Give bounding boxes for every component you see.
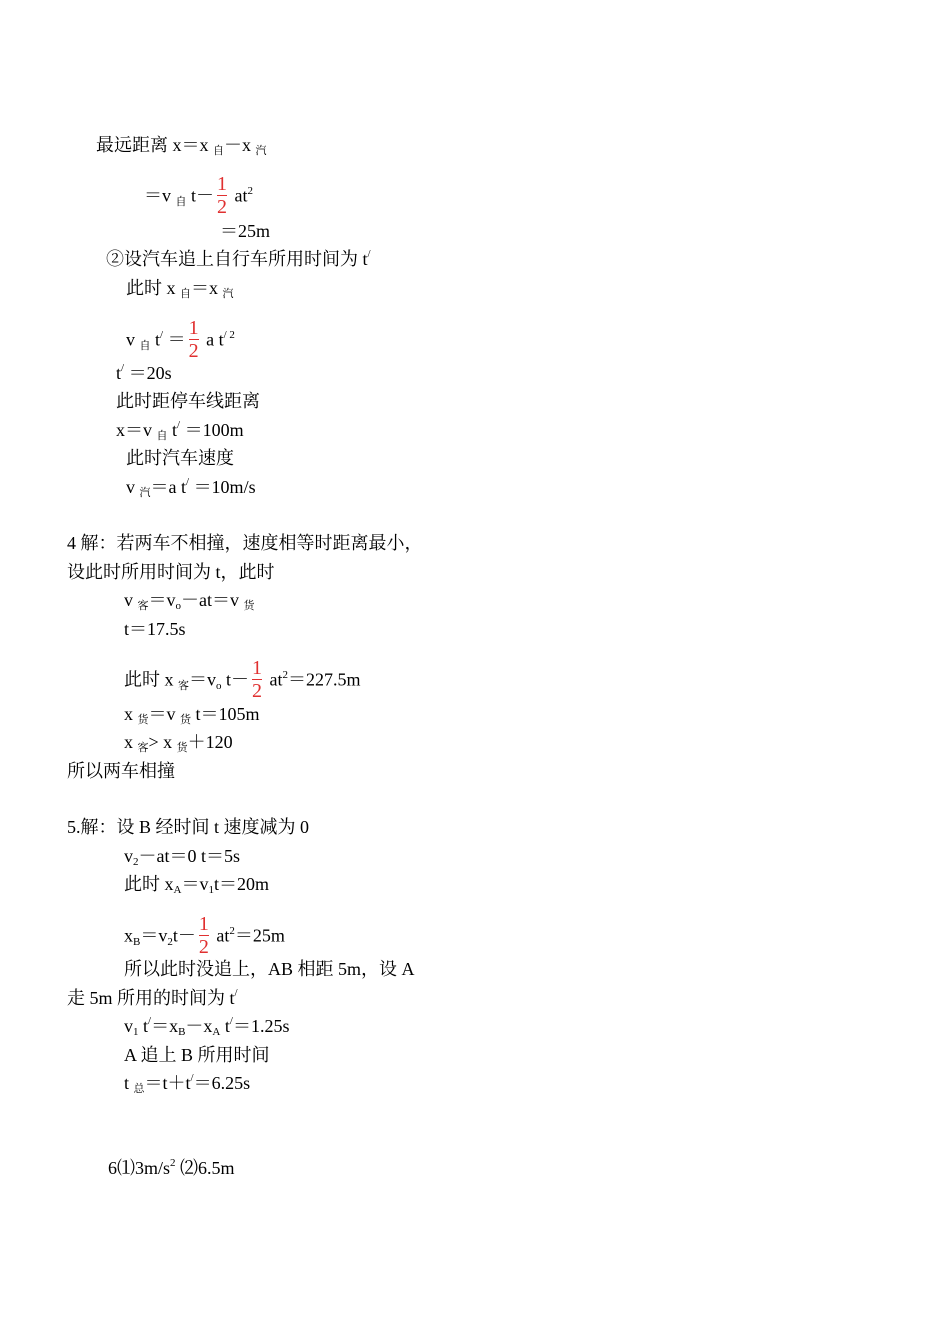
s3-line-9 <box>116 419 244 444</box>
text: x <box>124 704 138 724</box>
s5-line-7 <box>124 1015 289 1040</box>
text: ＝20s <box>124 363 172 383</box>
subscript: 汽 <box>139 487 151 499</box>
subscript: 2 <box>167 935 173 948</box>
s3-line-1 <box>96 134 267 159</box>
text: at <box>211 925 230 946</box>
text: ②设汽车追上自行车所用时间为 t <box>106 249 368 269</box>
superscript: / <box>160 328 164 341</box>
text: ＝v <box>189 669 216 690</box>
subscript: 自 <box>213 145 224 157</box>
s3-line-10: 此时汽车速度 <box>126 448 234 468</box>
text: a t <box>201 329 224 350</box>
text: －at＝0 t＝5s <box>138 846 240 866</box>
s5-line-2 <box>124 845 240 870</box>
subscript: 自 <box>180 288 191 300</box>
text: ⑵6.5m <box>175 1158 235 1178</box>
fraction-half <box>199 914 209 957</box>
text: ＋120 <box>187 732 233 752</box>
superscript: / <box>186 476 190 488</box>
text: t＝105m <box>191 704 260 724</box>
subscript: 自 <box>139 339 151 352</box>
fraction-numerator: 1 <box>188 317 199 339</box>
text: v <box>126 477 140 497</box>
superscript: 2 <box>229 924 235 937</box>
text: > x <box>148 732 177 752</box>
subscript: 客 <box>178 679 189 692</box>
superscript: / <box>148 1015 152 1027</box>
fraction-numerator: 1 <box>217 173 228 195</box>
superscript: / 2 <box>223 328 235 341</box>
superscript: / <box>229 1015 233 1027</box>
s6-answer <box>108 1157 235 1182</box>
text: －x <box>185 1016 213 1036</box>
fraction-denominator: 2 <box>198 936 209 958</box>
superscript: / <box>177 419 181 431</box>
subscript: 总 <box>133 1083 145 1095</box>
text: ＝v <box>181 874 209 894</box>
text: 走 5m 所用的时间为 t <box>67 988 235 1008</box>
s4-line-2: 设此时所用时间为 t，此时 <box>67 562 275 582</box>
text: t－ <box>186 185 215 206</box>
s5-line-9 <box>124 1072 250 1097</box>
text: 此时 x <box>124 669 178 690</box>
subscript: o <box>175 600 181 612</box>
text: ＝6.25s <box>193 1073 251 1093</box>
subscript: 1 <box>208 884 214 896</box>
s3-line-2 <box>144 173 254 219</box>
text: ＝a t <box>150 477 186 497</box>
subscript: 自 <box>156 430 168 442</box>
superscript: / <box>234 987 238 999</box>
subscript: 货 <box>243 600 255 612</box>
text: t <box>138 1016 149 1036</box>
subscript: 客 <box>137 742 149 754</box>
superscript: 2 <box>282 668 289 681</box>
text: ＝x <box>191 278 223 298</box>
subscript: 货 <box>176 742 188 754</box>
superscript: / <box>121 362 125 374</box>
subscript: B <box>133 935 141 948</box>
subscript: 汽 <box>255 145 267 157</box>
text: t <box>124 1073 134 1093</box>
text: t－ <box>221 669 250 690</box>
s4-line-5 <box>124 657 361 703</box>
text: v <box>124 846 133 866</box>
subscript: A <box>212 1026 221 1038</box>
text: ＝v <box>148 590 176 610</box>
s3-line-11 <box>126 476 256 501</box>
text: v <box>124 1016 133 1036</box>
text: t－ <box>172 925 196 946</box>
fraction-half <box>252 658 262 701</box>
s4-line-6 <box>124 703 260 728</box>
s3-line-3: ＝25m <box>220 221 271 241</box>
s4-line-8: 所以两车相撞 <box>67 761 175 781</box>
s5-line-1: 5.解：设 B 经时间 t 速度减为 0 <box>67 817 310 837</box>
text: ＝10m/s <box>189 477 256 497</box>
text: ＝v <box>148 704 180 724</box>
s4-line-7 <box>124 731 233 756</box>
fraction-numerator: 1 <box>198 913 209 935</box>
subscript: 货 <box>137 714 149 726</box>
text: v <box>124 590 138 610</box>
text: ＝v <box>144 185 176 206</box>
subscript: 货 <box>180 714 191 726</box>
s5-line-3 <box>124 873 269 898</box>
superscript: / <box>367 248 371 260</box>
superscript: 2 <box>247 184 254 197</box>
text: at <box>265 669 283 690</box>
text: x＝v <box>116 420 157 440</box>
text: ＝v <box>140 925 168 946</box>
text: t <box>220 1016 230 1036</box>
fraction-denominator: 2 <box>188 340 199 362</box>
superscript: 2 <box>170 1157 176 1169</box>
text: ＝25m <box>234 925 285 946</box>
text: ＝ <box>163 329 186 350</box>
fraction-numerator: 1 <box>252 657 263 679</box>
text: ＝t＋t <box>144 1073 191 1093</box>
text: at <box>230 185 248 206</box>
s4-line-3 <box>124 589 255 614</box>
text: t <box>116 363 122 383</box>
s3-line-5 <box>126 277 234 302</box>
text: ＝100m <box>180 420 244 440</box>
s5-line-6 <box>67 987 238 1012</box>
s5-line-4 <box>124 913 285 959</box>
subscript: o <box>216 679 222 692</box>
s4-line-1: 4 解：若两车不相撞，速度相等时距离最小， <box>67 533 423 553</box>
text: t <box>167 420 178 440</box>
text: ＝1.25s <box>232 1016 290 1036</box>
s4-line-4: t＝17.5s <box>124 619 186 639</box>
text: 此时 x <box>126 278 180 298</box>
s3-line-8: 此时距停车线距离 <box>116 391 260 411</box>
text: 此时 x <box>124 874 174 894</box>
text: x <box>124 925 133 946</box>
s3-line-7 <box>116 362 172 387</box>
subscript: 自 <box>175 195 187 208</box>
text: 6⑴3m/s <box>108 1158 171 1178</box>
fraction-denominator: 2 <box>217 196 228 218</box>
text: t <box>150 329 161 350</box>
text: v <box>126 329 140 350</box>
superscript: / <box>190 1072 194 1084</box>
fraction-denominator: 2 <box>252 680 263 702</box>
s3-line-6 <box>126 317 235 363</box>
text: x <box>124 732 138 752</box>
text: ＝x <box>151 1016 179 1036</box>
text: ＝227.5m <box>288 669 361 690</box>
text: t＝20m <box>213 874 269 894</box>
subscript: 1 <box>133 1026 139 1038</box>
subscript: B <box>178 1026 186 1038</box>
subscript: A <box>173 884 182 896</box>
text: －x <box>224 135 256 155</box>
fraction-half <box>217 174 227 217</box>
subscript: 2 <box>133 856 139 868</box>
s5-line-8: A 追上 B 所用时间 <box>124 1045 270 1065</box>
subscript: 客 <box>137 600 149 612</box>
s3-line-4 <box>106 248 371 273</box>
s5-line-5: 所以此时没追上，AB 相距 5m，设 A <box>124 959 415 979</box>
text: －at＝v <box>181 590 244 610</box>
fraction-half <box>189 318 199 361</box>
text: 最远距离 x＝x <box>96 135 213 155</box>
subscript: 汽 <box>222 288 234 300</box>
